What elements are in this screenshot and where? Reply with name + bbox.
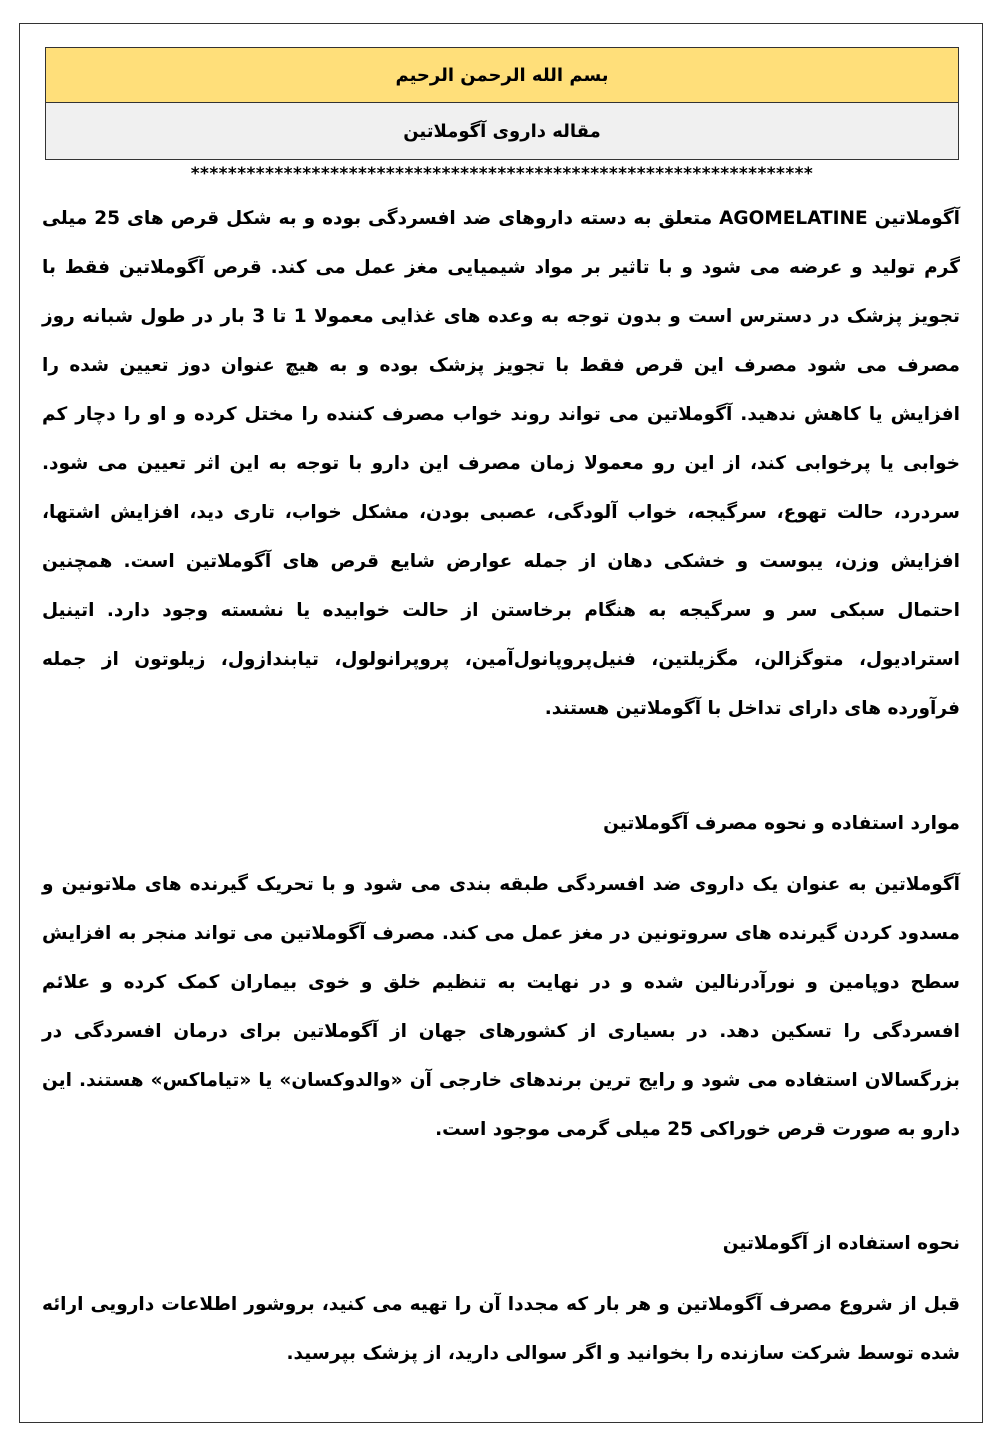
article-title: مقاله داروی آگوملاتین <box>403 120 601 142</box>
article-title-row <box>46 103 958 159</box>
basmala-header <box>46 48 958 103</box>
usage-paragraph: قبل از شروع مصرف آگوملاتین و هر بار که مجددا آن را تهیه می کنید، بروشور اطلاعات دارویی ارائه شده توسط شرکت سازنده را بخوانید و اگر سوالی دارید، از پزشک بپرسید. <box>42 1294 960 1364</box>
uses-paragraph: آگوملاتین به عنوان یک داروی ضد افسردگی طبقه بندی می شود و با تحریک گیرنده های ملاتونین و مسدود کردن گیرنده های سروتونین در مغز عمل می کند. مصرف آگوملاتین می تواند منجر به افزایش سطح دوپامین و نورآدرنالین شده و در نهایت به تنظیم خلق و خوی بیماران کمک کرده و علائم افسردگی را تسکین دهد. در بسیاری از کشورهای جهان از آگوملاتین برای درمان افسردگی در بزرگسالان استفاده می شود و رایج ترین برندهای خارجی آن «والدوکسان» یا «تیاماکس» هستند. این دارو به صورت قرص خوراکی 25 میلی گرمی موجود است. <box>42 874 960 1140</box>
intro-paragraph: آگوملاتین AGOMELATINE متعلق به دسته داروهای ضد افسردگی بوده و به شکل قرص های 25 میلی گرم تولید و عرضه می شود و با تاثیر بر مواد شیمیایی مغز عمل می کند. قرص آگوملاتین فقط با تجویز پزشک در دسترس است و بدون توجه به وعده های غذایی معمولا 1 تا 3 بار در طول شبانه روز مصرف می شود مصرف این قرص فقط با تجویز پزشک بوده و به هیچ عنوان دوز تعیین شده را افزایش یا کاهش ندهید. آگوملاتین می تواند روند خواب مصرف کننده را مختل کرده و او را دچار کم خوابی یا پرخوابی کند، از این رو معمولا زمان مصرف این دارو با توجه به این اثر تعیین می شود. سردرد، حالت تهوع، سرگیجه، خواب آلودگی، عصبی بودن، مشکل خواب، تاری دید، افزایش اشتها، افزایش وزن، یبوست و خشکی دهان از جمله عوارض شایع قرص های آگوملاتین است. همچنین احتمال سبکی سر و سرگیجه به هنگام برخاستن از حالت خوابیده یا نشسته وجود دارد. اتینیل استرادیول، متوگزالن، مگزیلتین، فنیل‌پروپانول‌آمین، پروپرانولول، تیابندازول، زیلوتون از جمله فرآورده های دارای تداخل با آگوملاتین هستند. <box>42 208 960 719</box>
title-table <box>45 47 959 160</box>
usage-heading: نحوه استفاده از آگوملاتین <box>722 1233 960 1254</box>
uses-heading: موارد استفاده و نحوه مصرف آگوملاتین <box>603 813 960 834</box>
basmala-text: بسم الله الرحمن الرحیم <box>395 64 609 86</box>
star-separator: ******************************************************************* <box>190 164 814 184</box>
